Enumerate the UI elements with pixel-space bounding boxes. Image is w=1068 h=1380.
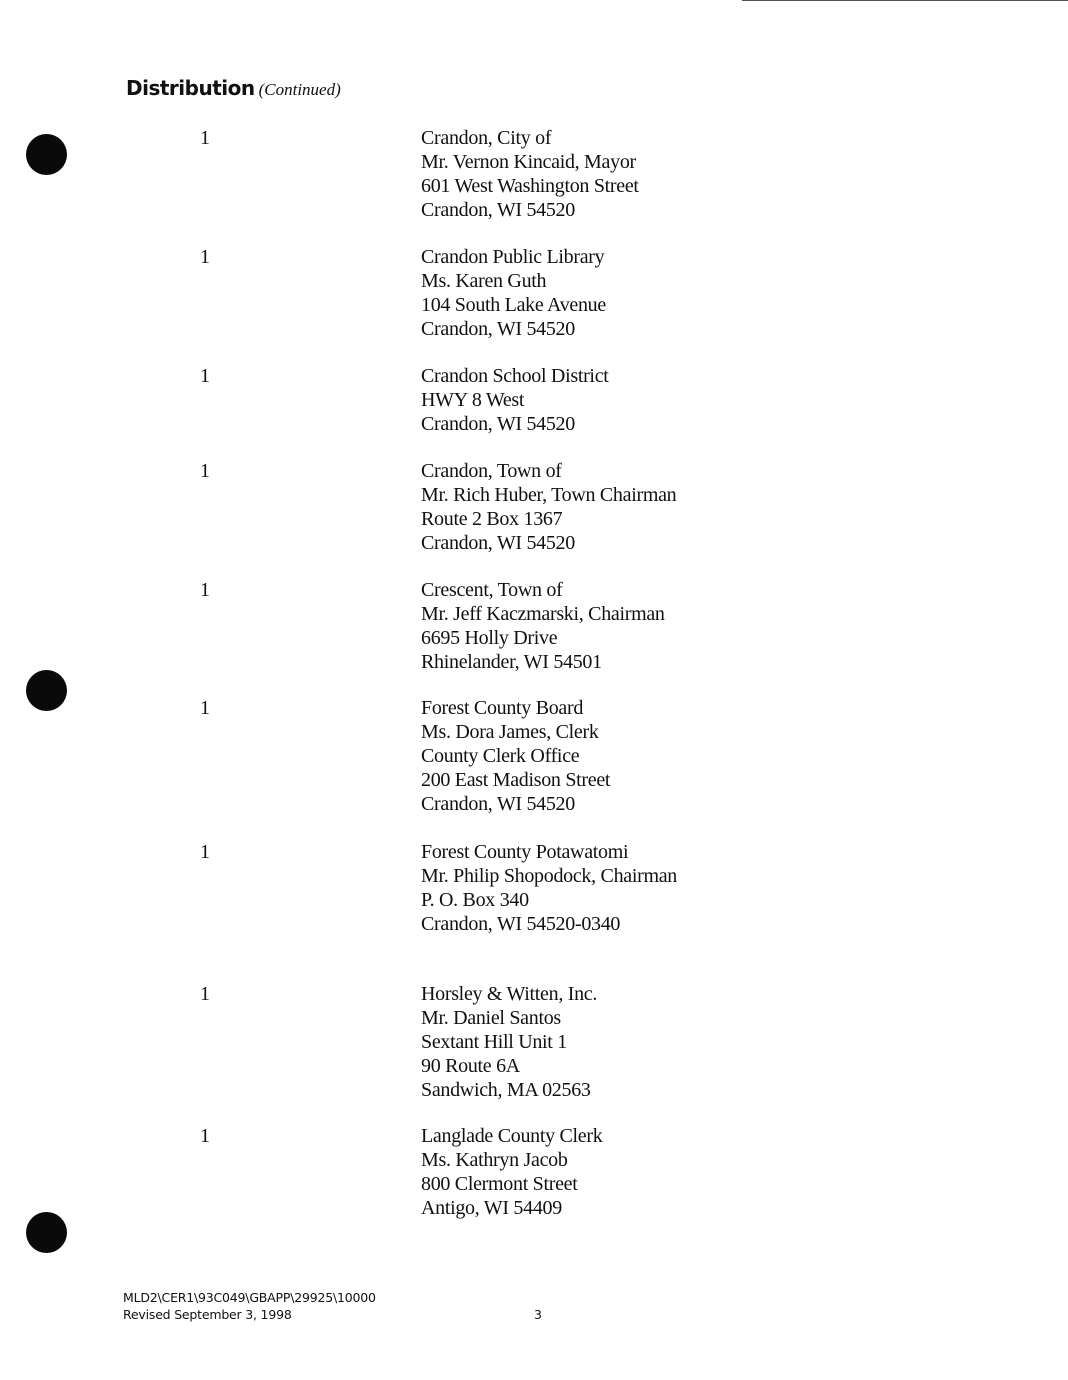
address-line: Rhinelander, WI 54501 [421, 651, 602, 673]
heading-title: Distribution [126, 76, 255, 100]
page-number: 3 [534, 1307, 542, 1322]
entry-address [421, 1124, 602, 1220]
address-line: Crandon, WI 54520 [421, 199, 575, 221]
address-line: 90 Route 6A [421, 1055, 520, 1077]
address-line: Langlade County Clerk [421, 1125, 603, 1147]
section-heading [126, 76, 341, 100]
entry-quantity: 1 [200, 697, 210, 719]
entry-address [421, 578, 665, 674]
top-edge-rule [742, 0, 1068, 1]
entry-address [421, 245, 606, 341]
address-line: P. O. Box 340 [421, 889, 529, 911]
address-line: HWY 8 West [421, 389, 525, 411]
address-line: Crandon, Town of [421, 460, 562, 482]
address-line: Crandon, WI 54520 [421, 793, 575, 815]
address-line: Antigo, WI 54409 [421, 1197, 562, 1219]
entry-address [421, 696, 610, 816]
address-line: Crandon, WI 54520-0340 [421, 913, 621, 935]
address-line: Crandon, WI 54520 [421, 318, 575, 340]
address-line: Mr. Rich Huber, Town Chairman [421, 484, 677, 506]
entry-address [421, 364, 609, 436]
address-line: Forest County Potawatomi [421, 841, 629, 863]
entry-quantity: 1 [200, 1125, 210, 1147]
address-line: Ms. Kathryn Jacob [421, 1149, 568, 1171]
footer-block [123, 1289, 376, 1323]
heading-suffix: (Continued) [258, 80, 341, 99]
entry-quantity: 1 [200, 983, 210, 1005]
entry-address [421, 982, 597, 1102]
address-line: Mr. Philip Shopodock, Chairman [421, 865, 678, 887]
entry-quantity: 1 [200, 365, 210, 387]
punch-hole-bottom [26, 1212, 67, 1253]
address-line: Sandwich, MA 02563 [421, 1079, 591, 1101]
address-line: Forest County Board [421, 697, 584, 719]
entry-quantity: 1 [200, 841, 210, 863]
address-line: Crescent, Town of [421, 579, 563, 601]
entry-quantity: 1 [200, 127, 210, 149]
entry-address [421, 459, 676, 555]
address-line: 6695 Holly Drive [421, 627, 558, 649]
entry-quantity: 1 [200, 460, 210, 482]
address-line: Sextant Hill Unit 1 [421, 1031, 567, 1053]
address-line: Ms. Karen Guth [421, 270, 547, 292]
entry-quantity: 1 [200, 579, 210, 601]
address-line: Crandon Public Library [421, 246, 605, 268]
punch-hole-top [26, 134, 67, 175]
address-line: Crandon, WI 54520 [421, 532, 575, 554]
entry-quantity: 1 [200, 246, 210, 268]
address-line: Crandon, WI 54520 [421, 413, 575, 435]
address-line: Mr. Jeff Kaczmarski, Chairman [421, 603, 665, 625]
punch-hole-middle [26, 670, 67, 711]
address-line: Mr. Vernon Kincaid, Mayor [421, 151, 636, 173]
address-line: Crandon, City of [421, 127, 552, 149]
address-line: 200 East Madison Street [421, 769, 611, 791]
address-line: Mr. Daniel Santos [421, 1007, 561, 1029]
address-line: 601 West Washington Street [421, 175, 639, 197]
address-line: 800 Clermont Street [421, 1173, 578, 1195]
footer-revised-date: Revised September 3, 1998 [123, 1307, 292, 1322]
address-line: Ms. Dora James, Clerk [421, 721, 599, 743]
address-line: Crandon School District [421, 365, 609, 387]
address-line: County Clerk Office [421, 745, 580, 767]
address-line: Horsley & Witten, Inc. [421, 983, 598, 1005]
entry-address [421, 126, 639, 222]
address-line: 104 South Lake Avenue [421, 294, 606, 316]
address-line: Route 2 Box 1367 [421, 508, 563, 530]
entry-address [421, 840, 677, 936]
footer-file-path: MLD2\CER1\93C049\GBAPP\29925\10000 [123, 1290, 376, 1305]
